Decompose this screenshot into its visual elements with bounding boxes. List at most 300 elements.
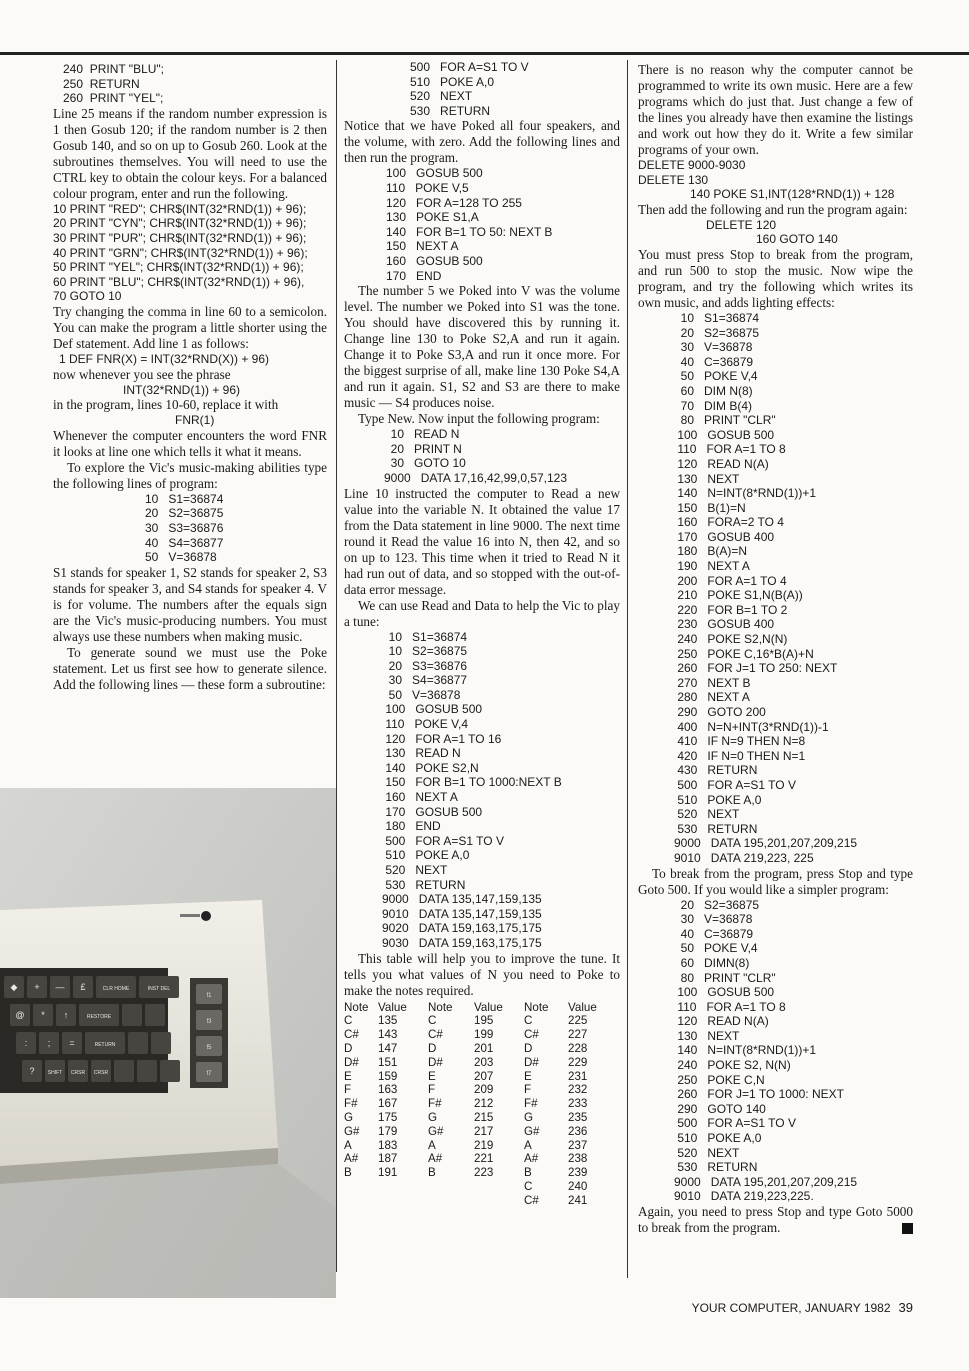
keyboard-key [114, 1060, 134, 1082]
table-cell: C# [524, 1028, 539, 1042]
code-line: 9000 DATA 195,201,207,209,215 [674, 836, 858, 851]
code-line: 100 GOSUB 500 [674, 427, 775, 442]
table-row [344, 1070, 608, 1084]
table-cell: 201 [474, 1041, 494, 1055]
page-number: 39 [898, 1300, 913, 1315]
table-cell: 135 [378, 1014, 398, 1028]
keyboard-key [137, 1060, 157, 1082]
table-cell: 187 [378, 1152, 398, 1166]
column-3 [638, 62, 913, 1236]
function-key [196, 1036, 222, 1056]
table-cell: F# [524, 1097, 538, 1111]
keyboard-illustration [0, 788, 336, 1298]
notes-table [344, 1001, 608, 1208]
column-divider [627, 60, 628, 1278]
code-line: 60 PRINT "BLU"; CHR$(INT(32*RND(1)) + 96), [53, 274, 305, 289]
code-line: 9030 DATA 159,163,175,175 [382, 935, 542, 950]
keyboard-key [73, 976, 93, 998]
paragraph: To generate sound we must use the Poke statement. Let us first see how to generate silence. Add the following lines — these form a subroutine: [53, 644, 327, 692]
paragraph: now whenever you see the phrase [53, 366, 231, 382]
table-cell: C [524, 1014, 533, 1028]
code-line: 500 FOR A=S1 TO V [674, 1116, 796, 1131]
code-line: 20 S2=36875 [674, 325, 760, 340]
code-block [344, 166, 620, 283]
code-line: 20 S2=36875 [145, 506, 224, 521]
code-line: 70 GOTO 10 [53, 289, 122, 304]
paragraph: Line 25 means if the random number expression is 1 then Gosub 120; if the random number is 2 then Gosub 140, and so on up to Gosub 260. Look at the subroutines themselves. You will need to use the CTRL key to obtain the colour keys. For a balanced colour program, enter and run the following. [53, 105, 327, 201]
code-line: 160 FORA=2 TO 4 [674, 515, 784, 530]
code-line: 50 V=36878 [145, 550, 217, 565]
code-line: 430 RETURN [674, 763, 758, 778]
table-row [344, 1152, 608, 1166]
code-line: 250 RETURN [63, 76, 140, 91]
table-cell: D [344, 1041, 353, 1055]
svg-text::: : [24, 1038, 28, 1048]
table-cell: 221 [474, 1152, 494, 1166]
code-line: 400 N=N+INT(3*RND(1))-1 [674, 719, 829, 734]
table-cell: 209 [474, 1083, 494, 1097]
table-cell: E [428, 1069, 436, 1083]
table-cell: 225 [568, 1014, 588, 1028]
code-line: 130 NEXT [674, 1028, 740, 1043]
paragraph: You must press Stop to break from the program, and run 500 to stop the music. Now wipe the program, and try the following which writes its own music, and adds lighting effects: [638, 246, 913, 310]
code-line: 250 POKE C,N [674, 1072, 765, 1087]
table-cell: A [344, 1138, 352, 1152]
code-line: 9000 DATA 195,201,207,209,215 [674, 1174, 858, 1189]
code-line: 130 NEXT [674, 471, 740, 486]
table-cell: A# [344, 1152, 359, 1166]
code-line: 30 V=36878 [674, 340, 753, 355]
table-cell [378, 1180, 428, 1194]
table-cell: 223 [474, 1166, 494, 1180]
code-block [638, 311, 913, 866]
svg-text:@: @ [15, 1010, 25, 1020]
paragraph: We can use Read and Data to help the Vic to play a tune: [344, 597, 620, 629]
page-footer [692, 1300, 913, 1315]
code-line: 10 S1=36874 [145, 491, 224, 506]
table-cell: G [524, 1110, 534, 1124]
code-line: 530 RETURN [674, 1160, 758, 1175]
code-line: 50 V=36878 [382, 687, 461, 702]
paragraph: S1 stands for speaker 1, S2 stands for speaker 2, S3 stands for speaker 3, and S4 stands for speaker 4. V is for volume. The numbers after the equals sign are the Vic's music-producing numbers. You must always use these numbers when making music. [53, 564, 327, 644]
table-cell: A# [524, 1152, 539, 1166]
table-cell: 236 [568, 1124, 588, 1138]
keyboard-key [22, 1060, 42, 1082]
svg-text:CRSR: CRSR [70, 1070, 86, 1076]
publication-line: YOUR COMPUTER, JANUARY 1982 [691, 1301, 891, 1315]
paragraph: The number 5 we Poked into V was the volume level. The number we Poked into S1 was the tone. You should have discovered this by running it. Change line 130 to Poke S2,A and run it again. Change it to Poke S3,A and run it once more. For the biggest surprise of all, make line 130 Poke S4,A and run it again. S1, S2 and S3 are there to make music — S4 produces noise. [344, 283, 620, 411]
table-cell: 175 [378, 1110, 398, 1124]
code-line: 260 FOR J=1 TO 250: NEXT [674, 661, 838, 676]
code-block [53, 492, 327, 565]
svg-text:SHIFT: SHIFT [47, 1070, 63, 1076]
code-line: 510 POKE A,0 [674, 1131, 762, 1146]
keyboard-key [62, 1032, 82, 1054]
code-line: 110 POKE V,4 [382, 717, 469, 732]
code-line: 10 PRINT "RED"; CHR$(INT(32*RND(1)) + 96); [53, 201, 307, 216]
code-line: 530 RETURN [674, 821, 758, 836]
keyboard-key [16, 1032, 36, 1054]
table-row [344, 1014, 608, 1028]
table-cell: F [344, 1083, 352, 1097]
code-block [638, 158, 913, 187]
code-line: 40 C=36879 [674, 354, 754, 369]
svg-text:£: £ [80, 982, 86, 992]
table-cell: 199 [474, 1028, 494, 1042]
table-cell: 239 [568, 1166, 588, 1180]
table-cell [344, 1180, 378, 1194]
svg-text:=: = [69, 1038, 75, 1048]
column-2 [344, 60, 620, 1208]
code-line: 60 DIMN(8) [674, 955, 750, 970]
svg-text:f1: f1 [206, 993, 212, 999]
table-cell: 147 [378, 1041, 398, 1055]
code-line: 9000 DATA 135,147,159,135 [382, 892, 542, 907]
code-line: 520 NEXT [382, 863, 448, 877]
table-cell: 212 [474, 1097, 494, 1111]
code-line: 500 FOR A=S1 TO V [382, 833, 504, 848]
table-cell: B [428, 1166, 436, 1180]
code-line: 510 POKE A,0 [674, 792, 762, 807]
code-line: 190 NEXT A [674, 559, 750, 574]
table-cell: C [524, 1179, 533, 1193]
paragraph: in the program, lines 10-60, replace it with [53, 397, 279, 413]
code-line: 140 N=INT(8*RND(1))+1 [674, 1043, 817, 1058]
code-line: FNR(1) [175, 413, 215, 428]
table-cell: G# [344, 1124, 360, 1138]
table-cell: F [524, 1083, 532, 1097]
keyboard-key [10, 1004, 30, 1026]
code-block [638, 898, 913, 1204]
keyboard-key [50, 976, 70, 998]
code-line: 160 GOSUB 500 [386, 253, 483, 268]
keyboard-key [4, 976, 24, 998]
svg-text:CLR HOME: CLR HOME [102, 986, 130, 992]
code-line: 170 GOSUB 400 [674, 529, 775, 544]
code-line: 500 FOR A=S1 TO V [674, 777, 796, 792]
code-line: 60 DIM N(8) [674, 383, 753, 398]
table-cell: A [524, 1138, 532, 1152]
code-line: 30 PRINT "PUR"; CHR$(INT(32*RND(1)) + 96); [53, 230, 307, 245]
table-cell: 228 [568, 1041, 588, 1055]
table-row [344, 1194, 608, 1208]
table-cell: D# [428, 1055, 443, 1069]
paragraph: There is no reason why the computer cannot be programmed to write its own music. Here are a few programs which do just that. Just change a few of the lines you already have then examine the listings and work out how they do it. Write a few similar programs of your own. [638, 62, 913, 157]
keyboard-key [27, 976, 47, 998]
code-line: 10 S2=36875 [382, 644, 468, 659]
table-cell: F# [428, 1097, 442, 1111]
code-line: 130 POKE S1,A [386, 210, 479, 225]
table-cell: G [428, 1110, 438, 1124]
keyboard-key [85, 1032, 125, 1054]
table-cell: 219 [474, 1138, 494, 1152]
code-line: 240 POKE S2,N(N) [674, 632, 788, 647]
table-cell: G# [524, 1124, 540, 1138]
svg-text:+: + [34, 982, 40, 992]
code-line: 10 S1=36874 [674, 310, 760, 325]
table-cell: C [344, 1014, 353, 1028]
code-line: 50 POKE V,4 [674, 369, 758, 384]
table-cell [428, 1180, 474, 1194]
code-line: 290 GOTO 140 [674, 1101, 766, 1116]
table-row [344, 1166, 608, 1180]
code-line: 220 FOR B=1 TO 2 [674, 602, 788, 617]
code-line: 230 GOSUB 400 [674, 617, 775, 632]
code-line: 9010 DATA 219,223,225. [674, 1189, 814, 1204]
table-cell [378, 1194, 428, 1208]
keyboard-key [91, 1060, 111, 1082]
table-cell: 241 [568, 1193, 588, 1207]
function-key [196, 1062, 222, 1082]
code-line: 120 FOR A=128 TO 255 [386, 195, 522, 210]
end-mark [902, 1223, 913, 1234]
table-cell [474, 1180, 524, 1194]
paragraph: To break from the program, press Stop and type Goto 500. If you would like a simpler program: [638, 865, 913, 897]
code-line: 160 NEXT A [382, 790, 458, 805]
table-cell: 217 [474, 1124, 494, 1138]
code-line: 140 N=INT(8*RND(1))+1 [674, 486, 817, 501]
code-line: 20 S3=36876 [382, 658, 468, 673]
code-line: 30 V=36878 [674, 912, 753, 927]
svg-text:f5: f5 [206, 1045, 212, 1051]
code-line: 110 FOR A=1 TO 8 [674, 442, 786, 457]
code-block [344, 630, 620, 951]
keyboard-key [33, 1004, 53, 1026]
code-line: DELETE 9000-9030 [638, 158, 746, 172]
code-line: 270 NEXT B [674, 675, 751, 690]
code-line: 30 GOTO 10 [384, 456, 466, 471]
code-line: 70 DIM B(4) [674, 398, 753, 413]
table-cell: G# [428, 1124, 444, 1138]
code-line: 150 NEXT A [386, 239, 459, 254]
table-cell: C [428, 1014, 437, 1028]
code-line: 410 IF N=9 THEN N=8 [674, 734, 806, 749]
table-cell: 233 [568, 1097, 588, 1111]
code-block [344, 427, 620, 485]
paragraph [638, 1204, 913, 1236]
code-line: 120 READ N(A) [674, 456, 769, 471]
table-cell: 229 [568, 1055, 588, 1069]
function-key [196, 984, 222, 1004]
code-line: 150 B(1)=N [674, 500, 746, 515]
table-cell [344, 1194, 378, 1208]
keyboard-key [160, 1060, 180, 1082]
table-cell: B [344, 1166, 352, 1180]
code-line: 130 READ N [382, 746, 461, 761]
table-cell: 191 [378, 1166, 398, 1180]
table-cell: F [428, 1083, 436, 1097]
table-cell: 240 [568, 1179, 588, 1193]
code-line: 100 GOSUB 500 [382, 702, 483, 717]
code-line: 530 RETURN [410, 103, 491, 118]
code-line: 110 POKE V,5 [386, 180, 469, 195]
table-cell: A [428, 1138, 436, 1152]
code-line: 210 POKE S1,N(B(A)) [674, 588, 803, 603]
paragraph: This table will help you to improve the tune. It tells you what values of N you need to Poke to make the notes required. [344, 950, 620, 998]
code-line: 290 GOTO 200 [674, 705, 766, 719]
table-header-cell: Value [378, 1000, 407, 1014]
table-cell: C# [344, 1028, 359, 1042]
table-cell: 231 [568, 1069, 588, 1083]
table-cell: C# [524, 1193, 539, 1207]
top-rule [0, 52, 969, 55]
column-divider [336, 60, 337, 1272]
table-cell: A# [428, 1152, 443, 1166]
keyboard-key [45, 1060, 65, 1082]
code-line: 100 GOSUB 500 [674, 985, 775, 1000]
svg-text:◆: ◆ [10, 982, 18, 992]
column-1 [53, 62, 327, 693]
code-line: 510 POKE A,0 [410, 74, 495, 89]
code-line: 260 PRINT "YEL"; [63, 91, 164, 106]
code-line: 180 END [382, 819, 441, 834]
paragraph: Line 10 instructed the computer to Read a new value into the variable N. It obtained the value 17 from the Data statement in line 9000. The next time round it Read the value 16 into N, then 42, and so on up to 123. This time when it tried to Read N it had run out of data, and so stopped with the out-of-data error message. [344, 485, 620, 597]
paragraph: Whenever the computer encounters the word FNR it looks at line one which tells it what it means. [53, 427, 327, 459]
table-header-cell: Note [428, 1000, 453, 1014]
code-line: 180 B(A)=N [674, 544, 748, 559]
code-line: 50 POKE V,4 [674, 941, 758, 956]
paragraph: Then add the following and run the program again: [638, 201, 908, 217]
computer-photo [0, 788, 336, 1298]
code-line: 80 PRINT "CLR" [674, 970, 776, 985]
table-row [344, 1042, 608, 1056]
table-cell: E [344, 1069, 352, 1083]
code-line: 120 READ N(A) [674, 1014, 769, 1029]
table-header-cell: Value [474, 1000, 503, 1014]
code-line: INT(32*RND(1)) + 96) [123, 382, 241, 397]
code-line: 9010 DATA 219,223, 225 [674, 850, 814, 865]
code-line: 110 FOR A=1 TO 8 [674, 999, 786, 1014]
table-cell: C# [428, 1028, 443, 1042]
table-row [344, 1083, 608, 1097]
paragraph: Notice that we have Poked all four speakers, and the volume, with zero. Add the following lines and then run the program. [344, 118, 620, 166]
paragraph: To explore the Vic's music-making abilities type the following lines of program: [53, 459, 327, 491]
code-line: 100 GOSUB 500 [386, 166, 483, 181]
code-line: 10 S1=36874 [382, 629, 468, 644]
table-cell: D# [524, 1055, 539, 1069]
paragraph: Try changing the comma in line 60 to a semicolon. You can make the program a little shorter using the Def statement. Add line 1 as follows: [53, 303, 327, 351]
table-row [344, 1125, 608, 1139]
code-line: 20 PRINT N [384, 441, 462, 456]
table-cell: D# [344, 1055, 359, 1069]
keyboard-key [79, 1004, 119, 1026]
code-line: 120 FOR A=1 TO 16 [382, 731, 502, 746]
keyboard-key [128, 1032, 148, 1054]
table-cell: 163 [378, 1083, 398, 1097]
svg-text:f3: f3 [206, 1019, 212, 1025]
table-cell: G [344, 1110, 354, 1124]
svg-text:—: — [55, 982, 65, 992]
table-row [344, 1180, 608, 1194]
closing-text: Again, you need to press Stop and type Goto 5000 to break from the program. [638, 1204, 913, 1235]
keyboard-key [145, 1004, 165, 1026]
code-line: 1 DEF FNR(X) = INT(32*RND(X)) + 96) [59, 351, 270, 366]
code-line: 520 NEXT [410, 89, 473, 104]
keyboard-key [68, 1060, 88, 1082]
code-line: 250 POKE C,16*B(A)+N [674, 646, 814, 661]
svg-text:CRSR: CRSR [93, 1070, 109, 1076]
keyboard-key [151, 1032, 171, 1054]
code-line: 510 POKE A,0 [382, 848, 470, 863]
code-line: 9020 DATA 159,163,175,175 [382, 921, 542, 936]
table-cell: 207 [474, 1069, 494, 1083]
power-led [201, 911, 211, 921]
code-line: 260 FOR J=1 TO 1000: NEXT [674, 1087, 844, 1102]
code-line: 520 NEXT [674, 807, 740, 822]
code-line: 40 C=36879 [674, 926, 754, 941]
table-row [344, 1111, 608, 1125]
table-cell: 159 [378, 1069, 398, 1083]
code-line: DELETE 130 [638, 172, 709, 187]
svg-text:?: ? [29, 1066, 35, 1076]
code-line: DELETE 120 [706, 217, 777, 232]
code-line: 240 PRINT "BLU"; [63, 62, 165, 76]
code-block [53, 202, 327, 304]
svg-text:*: * [41, 1010, 45, 1020]
table-cell: E [524, 1069, 532, 1083]
code-line: 280 NEXT A [674, 690, 750, 705]
code-line: 420 IF N=0 THEN N=1 [674, 748, 806, 763]
code-line: 50 PRINT "YEL"; CHR$(INT(32*RND(1)) + 96); [53, 260, 304, 275]
keyboard-key [39, 1032, 59, 1054]
code-line: 20 S2=36875 [674, 897, 760, 912]
table-cell: 183 [378, 1138, 398, 1152]
code-line: 150 FOR B=1 TO 1000:NEXT B [382, 775, 562, 790]
table-cell: F# [344, 1097, 358, 1111]
code-line: 140 POKE S1,INT(128*RND(1)) + 128 [690, 187, 895, 202]
table-cell [474, 1194, 524, 1208]
table-cell: 195 [474, 1014, 494, 1028]
code-line: 40 PRINT "GRN"; CHR$(INT(32*RND(1)) + 96); [53, 245, 308, 260]
code-line: 30 S4=36877 [382, 673, 468, 688]
code-line: 10 READ N [384, 427, 460, 442]
table-row [344, 1056, 608, 1070]
table-header-cell: Value [568, 1000, 597, 1014]
table-cell [428, 1194, 474, 1208]
table-cell: 227 [568, 1028, 588, 1042]
table-cell: 167 [378, 1097, 398, 1111]
code-line: 160 GOTO 140 [756, 232, 838, 247]
keyboard-key [122, 1004, 142, 1026]
code-block [53, 62, 327, 106]
svg-text:↑: ↑ [63, 1010, 69, 1020]
table-header-cell: Note [344, 1000, 369, 1014]
keyboard-key [56, 1004, 76, 1026]
paragraph: Type New. Now input the following program: [358, 411, 600, 427]
code-block [344, 60, 620, 118]
table-cell: 237 [568, 1138, 588, 1152]
table-cell: D [524, 1041, 533, 1055]
code-line: 140 FOR B=1 TO 50: NEXT B [386, 224, 553, 239]
code-line: 530 RETURN [382, 877, 466, 892]
table-cell: 151 [378, 1055, 398, 1069]
code-line: 140 POKE S2,N [382, 760, 479, 775]
code-line: 80 PRINT "CLR" [674, 413, 776, 428]
code-line: 9000 DATA 17,16,42,99,0,57,123 [384, 470, 568, 485]
svg-text:RESTORE: RESTORE [86, 1014, 112, 1020]
code-line: 170 GOSUB 500 [382, 804, 483, 819]
table-cell: 232 [568, 1083, 588, 1097]
code-line: 500 FOR A=S1 TO V [410, 60, 529, 74]
table-row [344, 1028, 608, 1042]
table-cell: 143 [378, 1028, 398, 1042]
function-key [196, 1010, 222, 1030]
code-line: 170 END [386, 268, 442, 283]
code-line: 40 S4=36877 [145, 535, 224, 550]
table-cell: 215 [474, 1110, 494, 1124]
code-line: 20 PRINT "CYN"; CHR$(INT(32*RND(1)) + 96); [53, 216, 307, 231]
code-line: 520 NEXT [674, 1145, 740, 1160]
